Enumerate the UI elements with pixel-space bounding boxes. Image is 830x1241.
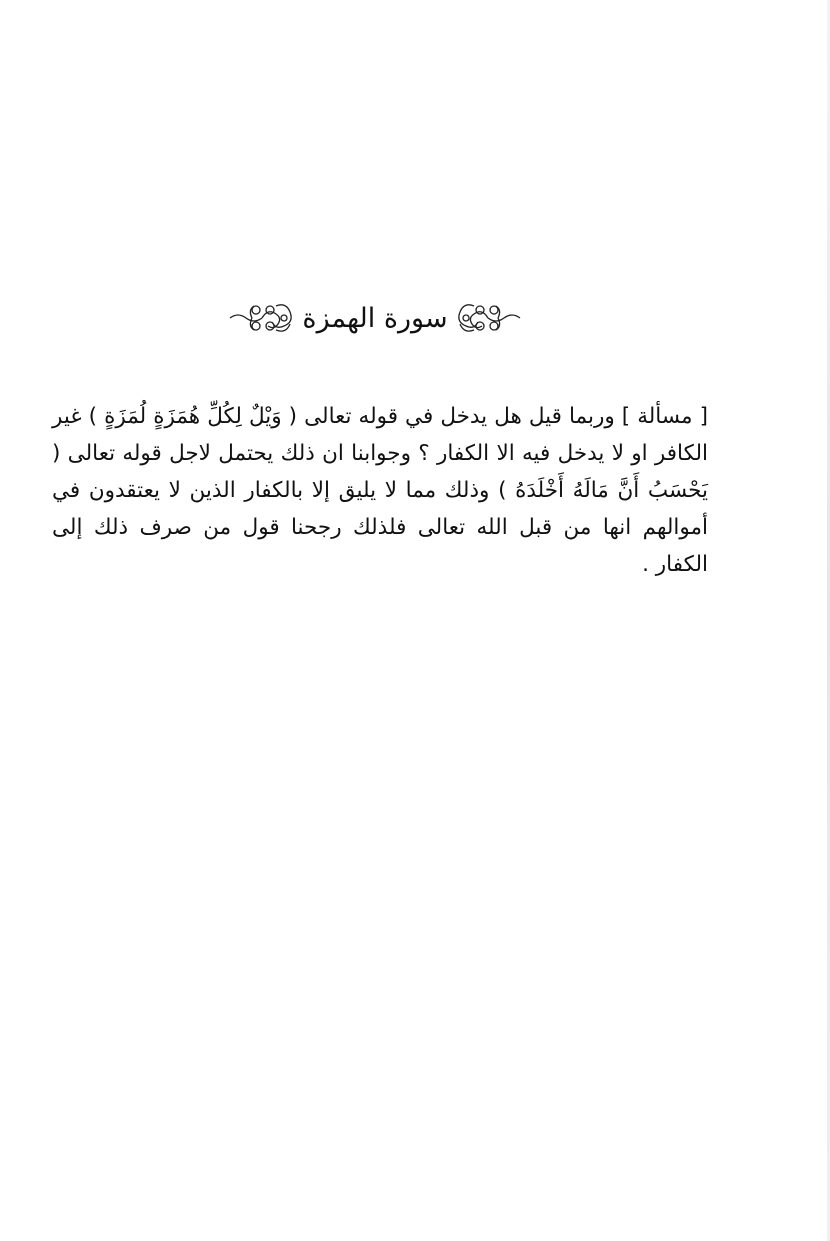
- surah-title: سورة الهمزة: [302, 302, 448, 334]
- right-ornament-icon: [454, 296, 524, 340]
- left-ornament-icon: [226, 296, 296, 340]
- surah-heading: [240, 292, 510, 344]
- body-paragraph: [ مسألة ] وربما قيل هل يدخل في قوله تعالى ( وَيْلٌ لِكُلِّ هُمَزَةٍ لُمَزَةٍ ) غير الكافر او لا يدخل فيه الا الكفار ؟ وجوابنا ان ذلك يحتمل لاجل قوله تعالى ( يَحْسَبُ أَنَّ مَالَهُ أَخْلَدَهُ ) وذلك مما لا يليق إلا بالكفار الذين لا يعتقدون في أموالهم انها من قبل الله تعالى فلذلك رجحنا قول من صرف ذلك إلى الكفار .: [52, 404, 708, 577]
